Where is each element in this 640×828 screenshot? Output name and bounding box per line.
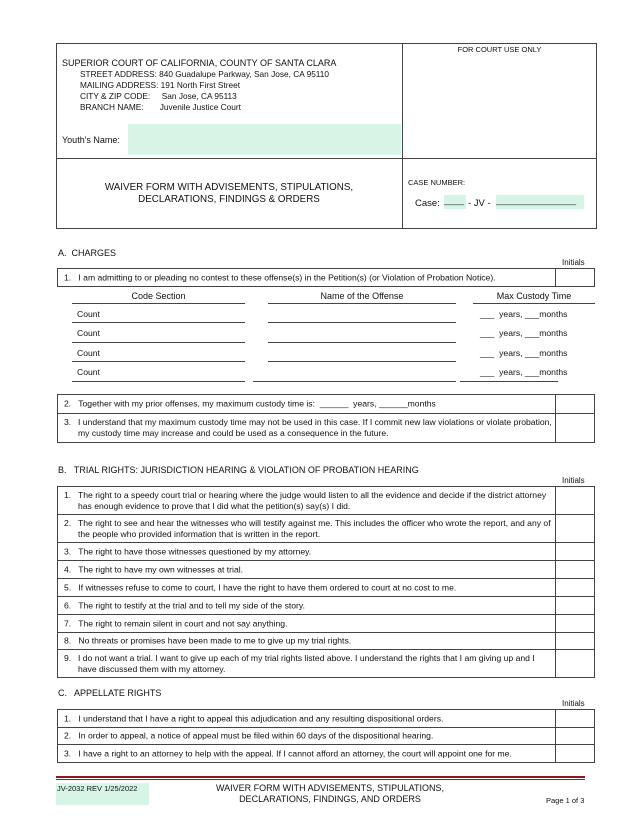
item-number: 6. xyxy=(64,600,72,610)
initials-box[interactable] xyxy=(555,395,594,413)
case-label: Case: xyxy=(415,198,440,209)
item-text: No threats or promises have been made to me to give up my trial rights. xyxy=(78,635,352,646)
initials-box[interactable] xyxy=(555,615,594,632)
street-address: STREET ADDRESS: 840 Guadalupe Parkway, San Jose, CA 95110 xyxy=(80,69,330,79)
footer-title xyxy=(190,783,470,805)
offense-line[interactable] xyxy=(268,322,456,323)
offense-line[interactable] xyxy=(268,342,456,343)
item-text: The right to remain silent in court and not say anything. xyxy=(78,618,288,628)
case-number-field[interactable]: ________________ xyxy=(496,195,584,209)
code-line[interactable] xyxy=(72,381,245,382)
header-rule xyxy=(72,303,245,304)
trial-right-4 xyxy=(57,560,595,579)
court-address-block xyxy=(62,58,336,113)
court-use-label: FOR COURT USE ONLY xyxy=(457,45,542,54)
case-year-field[interactable]: ____ xyxy=(444,195,466,209)
mailing-address: MAILING ADDRESS: 191 North First Street xyxy=(80,80,240,90)
section-c-heading: C. APPELLATE RIGHTS xyxy=(58,688,162,698)
trial-right-7 xyxy=(57,614,595,633)
trial-right-6 xyxy=(57,596,595,615)
case-number-label: CASE NUMBER: xyxy=(408,178,466,187)
page-number: Page 1 of 3 xyxy=(546,796,585,805)
form-title xyxy=(56,182,402,206)
youth-name-label: Youth's Name: xyxy=(62,135,120,145)
col-custody: Max Custody Time xyxy=(496,291,572,301)
count-custody: ___ years, ___months xyxy=(480,348,568,358)
appellate-right-1 xyxy=(57,709,595,728)
initials-box[interactable] xyxy=(555,515,594,542)
item-text: I am admitting to or pleading no contest to these offense(s) in the Petition(s) (or Violation of Probation Notice). xyxy=(78,272,496,282)
initials-box[interactable] xyxy=(555,633,594,649)
count-label: Count xyxy=(77,348,100,358)
item-number: 8. xyxy=(64,635,72,646)
footer-rule xyxy=(56,776,585,778)
trial-right-3 xyxy=(57,542,595,561)
caption-divider xyxy=(402,43,403,229)
code-line[interactable] xyxy=(72,361,245,362)
code-line[interactable] xyxy=(72,322,245,323)
charges-item-3 xyxy=(57,413,595,443)
item-text: Together with my prior offenses, my maximum custody time is: ______ years, ______months xyxy=(78,398,436,409)
initials-box[interactable] xyxy=(555,650,594,677)
initials-box[interactable] xyxy=(555,269,594,286)
initials-box[interactable] xyxy=(555,745,594,762)
col-offense: Name of the Offense xyxy=(320,291,404,301)
footer-form-id-text: JV-2032 REV 1/25/2022 xyxy=(57,784,138,793)
header-rule xyxy=(268,303,456,304)
item-number: 1. xyxy=(64,489,72,500)
jv-label: - JV - xyxy=(468,198,491,209)
count-custody: ___ years, ___months xyxy=(480,309,568,319)
form-title-line2: DECLARATIONS, FINDINGS & ORDERS xyxy=(138,194,320,205)
count-custody: ___ years, ___months xyxy=(480,328,568,338)
item-text: The right to have those witnesses questioned by my attorney. xyxy=(78,546,312,556)
footer-title-line2: DECLARATIONS, FINDINGS, AND ORDERS xyxy=(239,794,421,804)
appellate-right-2 xyxy=(57,727,595,745)
item-text: I do not want a trial. I want to give up each of my trial rights listed above. I understand the rights that I am giving up and I have discussed them with my attorney. xyxy=(78,652,535,674)
item-number: 2. xyxy=(64,398,72,409)
item-number: 1. xyxy=(64,713,72,723)
item-number: 1. xyxy=(64,272,72,282)
appellate-right-3 xyxy=(57,744,595,763)
charges-item-2 xyxy=(57,394,595,414)
trial-right-8 xyxy=(57,632,595,650)
custody-line[interactable] xyxy=(460,381,558,382)
footer-title-line1: WAIVER FORM WITH ADVISEMENTS, STIPULATIONS, xyxy=(215,783,445,793)
trial-right-2 xyxy=(57,514,595,543)
trial-right-9 xyxy=(57,649,595,678)
section-a-heading: A. CHARGES xyxy=(58,248,117,258)
item-text: The right to have my own witnesses at trial. xyxy=(78,564,244,574)
section-b-heading: B. TRIAL RIGHTS: JURISDICTION HEARING & VIOLATION OF PROBATION HEARING xyxy=(58,465,419,475)
initials-box[interactable] xyxy=(555,597,594,614)
initials-box[interactable] xyxy=(555,561,594,578)
count-label: Count xyxy=(77,328,100,338)
item-number: 9. xyxy=(64,652,72,663)
count-label: Count xyxy=(77,367,100,377)
initials-box[interactable] xyxy=(555,579,594,596)
item-text: I understand that I have a right to appeal this adjudication and any resulting dispositional orders. xyxy=(78,713,444,723)
item-text: The right to testify at the trial and to tell my side of the story. xyxy=(78,600,305,610)
charges-item-1 xyxy=(57,268,595,287)
item-number: 5. xyxy=(64,582,72,592)
item-text: If witnesses refuse to come to court, I have the right to have them ordered to court at no cost to me. xyxy=(78,582,457,592)
item-number: 3. xyxy=(64,417,72,427)
court-name: SUPERIOR COURT OF CALIFORNIA, COUNTY OF SANTA CLARA xyxy=(62,58,337,68)
code-line[interactable] xyxy=(72,342,245,343)
initials-box[interactable] xyxy=(555,710,594,727)
trial-right-1 xyxy=(57,486,595,515)
item-text: I have a right to an attorney to help with the appeal. If I cannot afford an attorney, the court will appoint one for me. xyxy=(78,748,512,758)
item-text: In order to appeal, a notice of appeal must be filed within 60 days of the dispositional hearing. xyxy=(78,730,434,741)
item-text: I understand that my maximum custody time may not be used in this case. If I commit new law violations or violate probation, my custody time may increase and could be used as a consequence in the future. xyxy=(78,417,552,438)
item-text: The right to see and hear the witnesses who will testify against me. This includes the officer who wrote the report, and any of the people who provided information that is written in the report. xyxy=(78,517,551,539)
item-number: 2. xyxy=(64,517,72,528)
footer-rule-thin xyxy=(56,779,585,780)
caption-hrule xyxy=(56,158,597,159)
item-number: 7. xyxy=(64,618,72,628)
col-code-section: Code Section xyxy=(131,291,186,301)
initials-box[interactable] xyxy=(555,728,594,744)
branch-name: BRANCH NAME: Juvenile Justice Court xyxy=(80,102,241,112)
initials-box[interactable] xyxy=(555,487,594,514)
item-number: 3. xyxy=(64,748,72,758)
item-number: 3. xyxy=(64,546,72,556)
count-custody: ___ years, ___months xyxy=(480,367,568,377)
offense-line[interactable] xyxy=(253,381,456,382)
initials-box[interactable] xyxy=(555,414,594,442)
offense-line[interactable] xyxy=(268,361,456,362)
city-zip: CITY & ZIP CODE: San Jose, CA 95113 xyxy=(80,91,237,101)
item-number: 4. xyxy=(64,564,72,574)
form-title-line1: WAIVER FORM WITH ADVISEMENTS, STIPULATIONS, xyxy=(104,182,354,193)
item-text: The right to a speedy court trial or hearing where the judge would listen to all the evidence and decide if the district attorney has enough evidence to prove that I did what the petition(s) say(s) I did. xyxy=(78,489,547,511)
item-number: 2. xyxy=(64,730,72,741)
section-c-initials-label: Initials xyxy=(562,699,585,708)
section-b-initials-label: Initials xyxy=(562,476,585,485)
section-a-initials-label: Initials xyxy=(562,258,585,267)
initials-box[interactable] xyxy=(555,543,594,560)
count-label: Count xyxy=(77,309,100,319)
trial-right-5 xyxy=(57,578,595,597)
youth-name-field[interactable] xyxy=(128,124,401,155)
header-rule xyxy=(473,303,595,304)
